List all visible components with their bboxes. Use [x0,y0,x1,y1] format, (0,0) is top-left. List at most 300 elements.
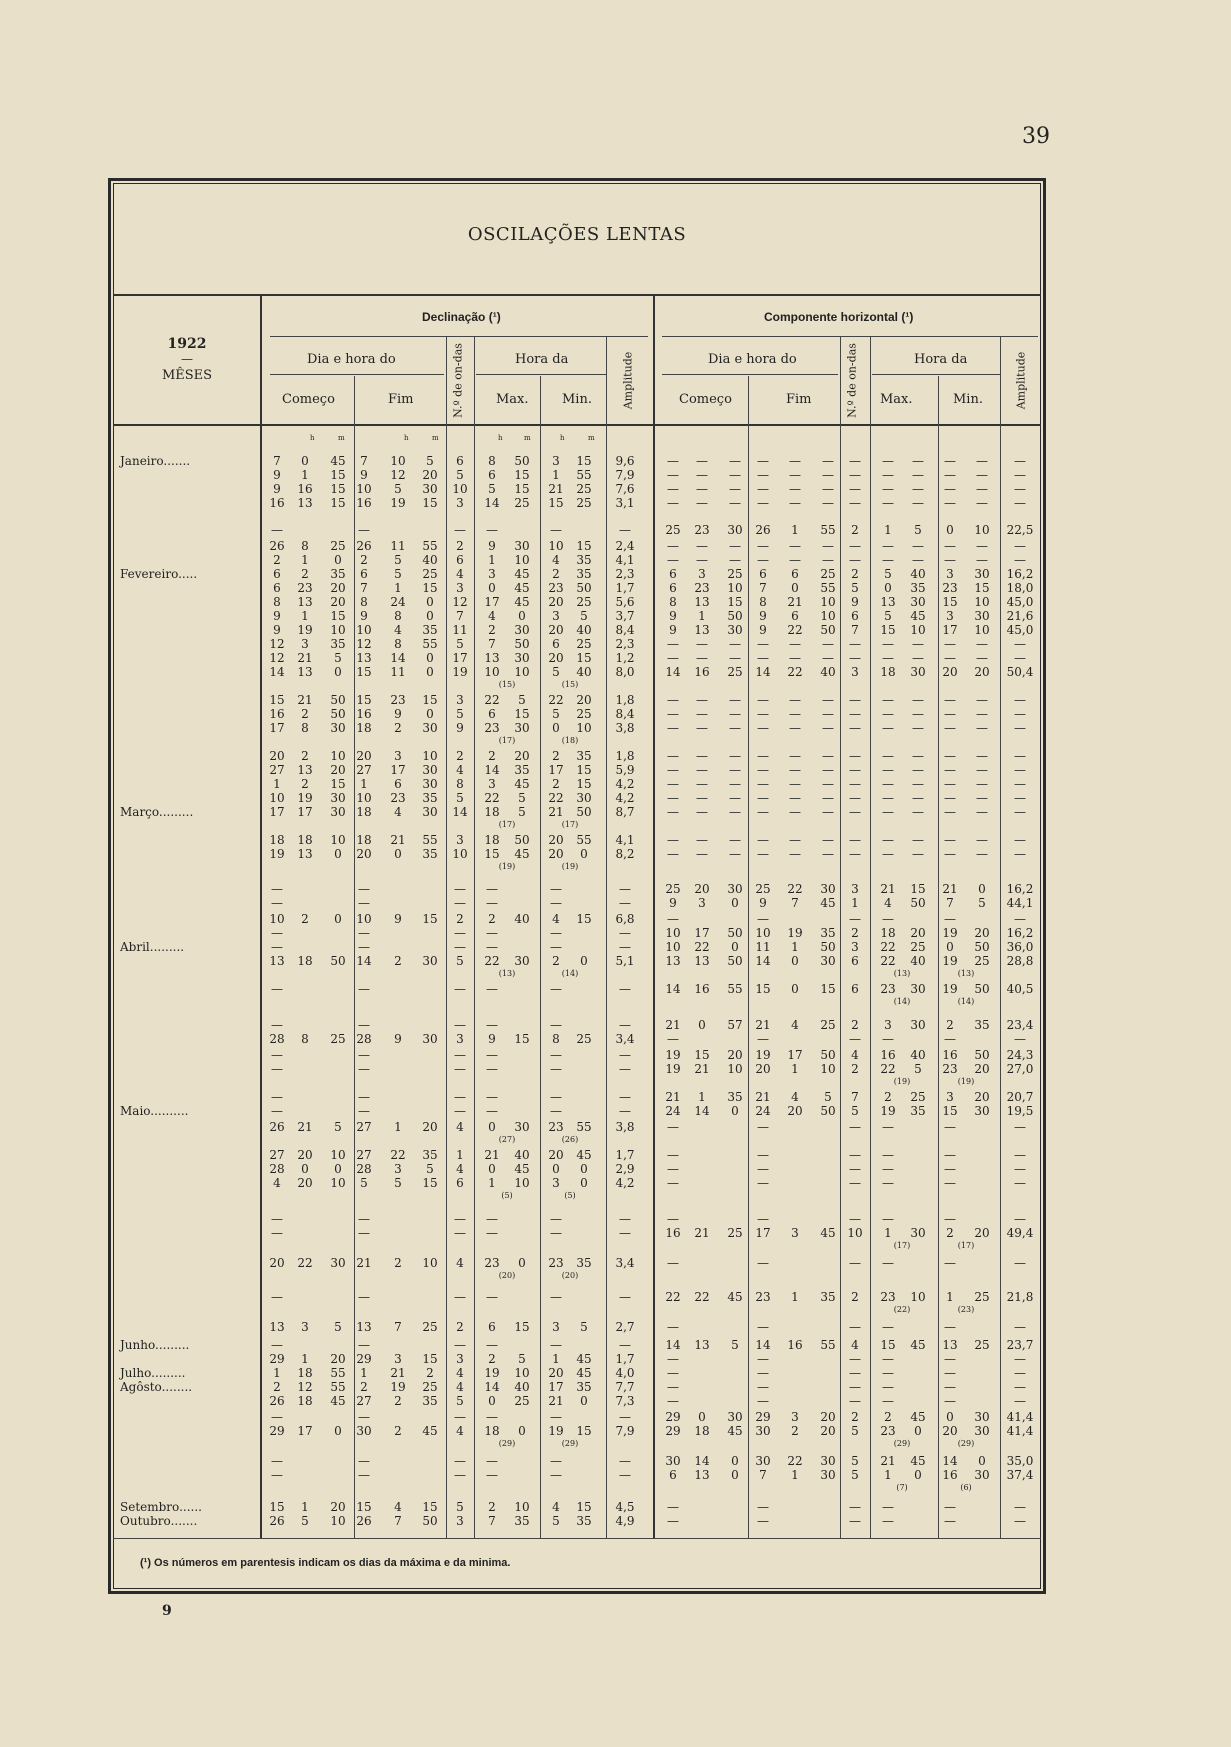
table-cell: 14 [755,665,771,679]
table-cell: 9 [669,896,677,910]
table-cell: — [882,1256,894,1270]
table-cell: 10 [974,623,990,637]
table-cell: 21 [548,482,564,496]
table-cell: 21 [390,833,406,847]
table-cell: 3 [301,1320,309,1334]
table-cell: 7 [273,454,281,468]
table-cell: 1 [851,896,859,910]
table-cell: 45 [514,847,530,861]
table-row [0,609,1231,623]
table-cell: 3 [552,609,560,623]
table-cell: 13 [694,1338,710,1352]
table-cell: 7 [851,1090,859,1104]
table-cell: — [757,468,769,482]
table-cell: 9 [851,595,859,609]
table-cell: — [358,1048,370,1062]
table-cell: 30 [514,539,530,553]
table-cell: — [550,1104,562,1118]
table-row [0,1352,1231,1366]
table-cell: 0 [580,847,588,861]
table-cell: 40 [576,665,592,679]
table-cell: 4,1 [615,553,635,567]
table-cell: — [454,1468,466,1482]
table-cell: — [696,805,708,819]
table-cell: — [454,896,466,910]
table-cell: 7,9 [615,1424,635,1438]
table-cell: 21 [880,882,896,896]
table-cell: — [550,882,562,896]
table-cell: 1,8 [615,693,635,707]
table-cell: 44,1 [1006,896,1034,910]
table-cell: — [882,1514,894,1528]
table-cell: 1 [273,1366,281,1380]
table-cell: — [944,637,956,651]
table-cell: 18 [269,833,285,847]
table-cell: — [976,707,988,721]
table-cell: 25 [576,1032,592,1046]
table-cell: 4 [394,1500,402,1514]
table-cell: 50 [576,805,592,819]
table-cell: 13 [694,1468,710,1482]
table-cell: — [822,651,834,665]
table-cell: — [912,482,924,496]
table-cell: 5 [301,1514,309,1528]
table-cell: 22 [694,940,710,954]
table-cell: — [1014,1212,1026,1226]
table-cell: 5 [851,581,859,595]
comp-hora-da-label: Hora da [914,352,968,367]
table-cell: — [757,1212,769,1226]
table-cell: — [696,693,708,707]
table-cell: 4,2 [615,777,635,791]
table-cell: 35 [422,847,438,861]
table-cell: 8,2 [615,847,635,861]
table-cell: — [944,777,956,791]
table-cell: — [696,553,708,567]
table-cell: 7,3 [615,1394,635,1408]
table-row [0,623,1231,637]
table-cell: — [849,468,861,482]
table-cell: — [849,1500,861,1514]
table-cell: — [944,1394,956,1408]
table-cell: 29 [356,1352,372,1366]
table-cell: 29 [755,1410,771,1424]
table-cell: 27 [356,1394,372,1408]
table-cell: 14 [694,1104,710,1118]
table-cell: 50 [974,982,990,996]
table-cell: 10 [974,523,990,537]
table-cell: 5,6 [615,595,635,609]
table-cell: 2,4 [615,539,635,553]
table-cell: 22 [880,954,896,968]
table-cell: 15 [356,693,372,707]
table-cell: — [667,763,679,777]
table-cell: 30 [576,791,592,805]
table-cell: 8,7 [615,805,635,819]
table-cell: — [454,1104,466,1118]
table-cell: — [1014,651,1026,665]
table-cell: 0 [552,721,560,735]
table-cell: — [667,1148,679,1162]
table-cell: — [696,468,708,482]
table-cell: — [454,940,466,954]
table-cell: 21 [694,1226,710,1240]
table-cell: 50 [330,707,346,721]
leader-dots: ...... [179,1500,202,1514]
table-cell: — [454,523,466,537]
table-cell: — [486,1226,498,1240]
table-row [0,581,1231,595]
table-cell: 2 [488,623,496,637]
table-cell: — [667,1366,679,1380]
table-cell: — [789,763,801,777]
table-cell: 1 [301,1352,309,1366]
table-cell: 25 [820,1018,836,1032]
table-cell: 25 [755,882,771,896]
table-cell: — [696,651,708,665]
table-cell: 16,2 [1006,882,1034,896]
table-row [0,882,1231,896]
table-cell: 35 [514,763,530,777]
extremum-day: (14) [957,997,975,1006]
table-cell: — [849,833,861,847]
table-cell: 4 [456,567,464,581]
extremum-day: (19) [561,862,579,871]
table-cell: 23 [484,721,500,735]
table-cell: 6 [488,707,496,721]
table-cell: 6 [552,637,560,651]
table-row [0,1212,1231,1226]
table-row [0,1032,1231,1046]
table-cell: 6,8 [615,912,635,926]
table-cell: 19 [390,496,406,510]
table-cell: 20 [974,1090,990,1104]
extremum-day: (7) [896,1483,908,1492]
table-cell: 13 [665,954,681,968]
table-cell: 50 [910,896,926,910]
table-cell: 25 [330,1032,346,1046]
table-cell: 4 [851,1048,859,1062]
table-cell: 2 [851,1410,859,1424]
table-cell: 4 [791,1018,799,1032]
table-cell: 35 [514,1514,530,1528]
table-cell: 55 [727,982,743,996]
table-cell: 0 [914,1424,922,1438]
table-cell: 16 [297,482,313,496]
table-cell: 20 [576,693,592,707]
table-cell: 35 [330,567,346,581]
table-cell: 14 [665,982,681,996]
table-cell: 10 [330,1514,346,1528]
table-cell: — [944,1500,956,1514]
table-cell: 55 [576,833,592,847]
table-cell: 10 [910,1290,926,1304]
table-cell: — [976,693,988,707]
table-cell: 15 [755,982,771,996]
month-label: Outubro....... [120,1514,198,1528]
table-cell: 11 [755,940,771,954]
table-cell: 25 [576,707,592,721]
table-cell: — [882,651,894,665]
table-cell: 8 [552,1032,560,1046]
table-cell: 5,1 [615,954,635,968]
table-cell: 0 [552,1162,560,1176]
table-cell: 45 [820,896,836,910]
table-cell: 17 [390,763,406,777]
table-cell: — [486,1454,498,1468]
table-cell: — [757,651,769,665]
table-cell: 20 [548,623,564,637]
table-cell: — [271,896,283,910]
table-row [0,1394,1231,1408]
table-cell: — [789,637,801,651]
table-cell: 28 [269,1162,285,1176]
table-cell: — [757,1120,769,1134]
table-cell: 30 [755,1424,771,1438]
table-cell: 19 [787,926,803,940]
table-cell: 50 [514,454,530,468]
table-cell: 8 [301,1032,309,1046]
table-cell: 30 [727,523,743,537]
table-cell: 4 [552,912,560,926]
table-cell: 14 [269,665,285,679]
table-cell: 20 [548,1148,564,1162]
table-cell: 30 [910,1018,926,1032]
table-cell: — [822,482,834,496]
extremum-day: (13) [498,969,516,978]
table-cell: — [944,539,956,553]
table-cell: — [944,454,956,468]
table-cell: — [271,1104,283,1118]
table-row [0,1380,1231,1394]
table-cell: 21 [665,1018,681,1032]
table-cell: — [757,721,769,735]
table-cell: 12 [269,651,285,665]
table-cell: 2,3 [615,637,635,651]
table-cell: 5 [518,805,526,819]
table-row [0,496,1231,510]
table-cell: 27 [269,763,285,777]
table-cell: 49,4 [1006,1226,1034,1240]
table-cell: — [667,1352,679,1366]
table-cell: 35 [820,1290,836,1304]
table-cell: 20 [974,926,990,940]
table-cell: 4 [394,805,402,819]
table-cell: 17 [548,763,564,777]
table-cell: 17 [269,721,285,735]
table-cell: 45 [514,581,530,595]
table-cell: 5 [552,707,560,721]
table-cell: — [849,539,861,553]
table-cell: — [550,1062,562,1076]
table-cell: — [822,553,834,567]
table-cell: 6 [669,567,677,581]
unit-m: m [588,434,595,442]
table-cell: — [789,721,801,735]
table-cell: 27 [356,1120,372,1134]
table-cell: — [882,791,894,805]
table-cell: 14 [356,954,372,968]
table-cell: 18 [297,1366,313,1380]
table-cell: 11 [452,623,468,637]
table-cell: 3 [851,665,859,679]
table-cell: 5 [456,954,464,968]
table-cell: — [976,721,988,735]
table-cell: — [486,1212,498,1226]
table-cell: 3 [301,637,309,651]
table-cell: 30 [422,1032,438,1046]
table-cell: 0 [580,1162,588,1176]
extremum-day: (23) [957,1305,975,1314]
table-cell: 15 [422,496,438,510]
table-cell: 6 [456,1176,464,1190]
table-cell: 15 [942,1104,958,1118]
table-cell: 50 [820,1104,836,1118]
table-cell: 1 [884,523,892,537]
table-cell: 4 [456,763,464,777]
table-cell: 1 [791,1062,799,1076]
table-cell: 7,7 [615,1380,635,1394]
table-cell: — [1014,1380,1026,1394]
extremum-day: (19) [893,1077,911,1086]
table-cell: 30 [514,721,530,735]
table-cell: 21,6 [1006,609,1034,623]
table-cell: 8 [394,609,402,623]
table-cell: 2,7 [615,1320,635,1334]
table-cell: 17 [269,805,285,819]
leader-dots: ........ [161,1380,193,1394]
table-cell: 35 [576,1514,592,1528]
table-cell: — [757,1514,769,1528]
table-cell: 1 [301,468,309,482]
table-cell: 9 [488,539,496,553]
table-cell: 30 [974,1410,990,1424]
table-cell: — [1014,468,1026,482]
table-cell: — [667,693,679,707]
table-cell: 7 [394,1320,402,1334]
table-cell: 1 [791,523,799,537]
table-cell: 1 [394,1120,402,1134]
table-cell: 30 [974,1424,990,1438]
table-cell: 0 [791,954,799,968]
table-cell: 5 [824,1090,832,1104]
table-cell: — [358,1290,370,1304]
table-cell: — [486,926,498,940]
table-cell: 2 [301,912,309,926]
table-cell: — [619,1062,631,1076]
table-cell: 9 [273,468,281,482]
table-cell: 45 [330,1394,346,1408]
table-cell: 0 [426,651,434,665]
table-cell: — [1014,805,1026,819]
table-cell: 26 [269,1120,285,1134]
table-cell: 21 [297,651,313,665]
table-cell: 12 [452,595,468,609]
table-cell: 1 [698,1090,706,1104]
table-cell: — [822,468,834,482]
table-cell: 8 [360,595,368,609]
table-cell: — [667,749,679,763]
table-cell: — [729,833,741,847]
table-cell: 20 [694,882,710,896]
table-cell: 22 [880,1062,896,1076]
table-cell: 15 [330,482,346,496]
table-cell: — [757,791,769,805]
table-row [0,982,1231,1006]
table-cell: 0 [731,1104,739,1118]
table-cell: 55 [576,468,592,482]
table-cell: — [454,1290,466,1304]
table-cell: — [944,496,956,510]
table-cell: 3 [394,749,402,763]
table-cell: 20 [422,1120,438,1134]
table-cell: — [271,1090,283,1104]
table-cell: 30 [330,1256,346,1270]
table-cell: 10 [356,912,372,926]
table-cell: 35 [422,623,438,637]
table-cell: 6 [488,468,496,482]
table-cell: — [757,496,769,510]
extremum-day: (14) [893,997,911,1006]
table-cell: 3,8 [615,1120,635,1134]
table-cell: 7 [791,896,799,910]
table-cell: 3 [791,1226,799,1240]
table-cell: 20 [820,1424,836,1438]
table-cell: 10 [514,1176,530,1190]
table-cell: 1 [946,1290,954,1304]
table-cell: 14 [484,1380,500,1394]
table-cell: 2 [884,1410,892,1424]
table-cell: 2 [301,567,309,581]
table-cell: 1 [791,1468,799,1482]
table-cell: 45,0 [1006,595,1034,609]
table-cell: 0 [978,882,986,896]
table-row [0,721,1231,745]
table-cell: 23 [880,982,896,996]
table-cell: — [729,805,741,819]
table-cell: 10 [330,1176,346,1190]
table-cell: 0 [518,1256,526,1270]
table-row [0,1120,1231,1144]
table-cell: 5 [851,1454,859,1468]
table-cell: 1 [488,1176,496,1190]
table-cell: 10 [330,623,346,637]
table-cell: — [882,553,894,567]
table-cell: 41,4 [1006,1410,1034,1424]
table-cell: 50 [514,833,530,847]
table-cell: 5 [394,482,402,496]
table-cell: — [619,926,631,940]
table-cell: — [882,707,894,721]
table-cell: 22 [548,791,564,805]
table-cell: 6 [360,567,368,581]
table-cell: — [912,637,924,651]
table-cell: 3 [488,567,496,581]
table-cell: — [619,1338,631,1352]
table-cell: 29 [665,1410,681,1424]
table-cell: 18 [880,926,896,940]
table-cell: — [757,1176,769,1190]
table-cell: 0 [301,454,309,468]
table-cell: — [849,1032,861,1046]
table-cell: — [849,637,861,651]
table-cell: — [667,468,679,482]
extremum-day: (6) [960,1483,972,1492]
sheet-number: 9 [162,1603,172,1619]
table-cell: — [486,1062,498,1076]
table-cell: 15 [422,912,438,926]
extremum-day: (29) [893,1439,911,1448]
